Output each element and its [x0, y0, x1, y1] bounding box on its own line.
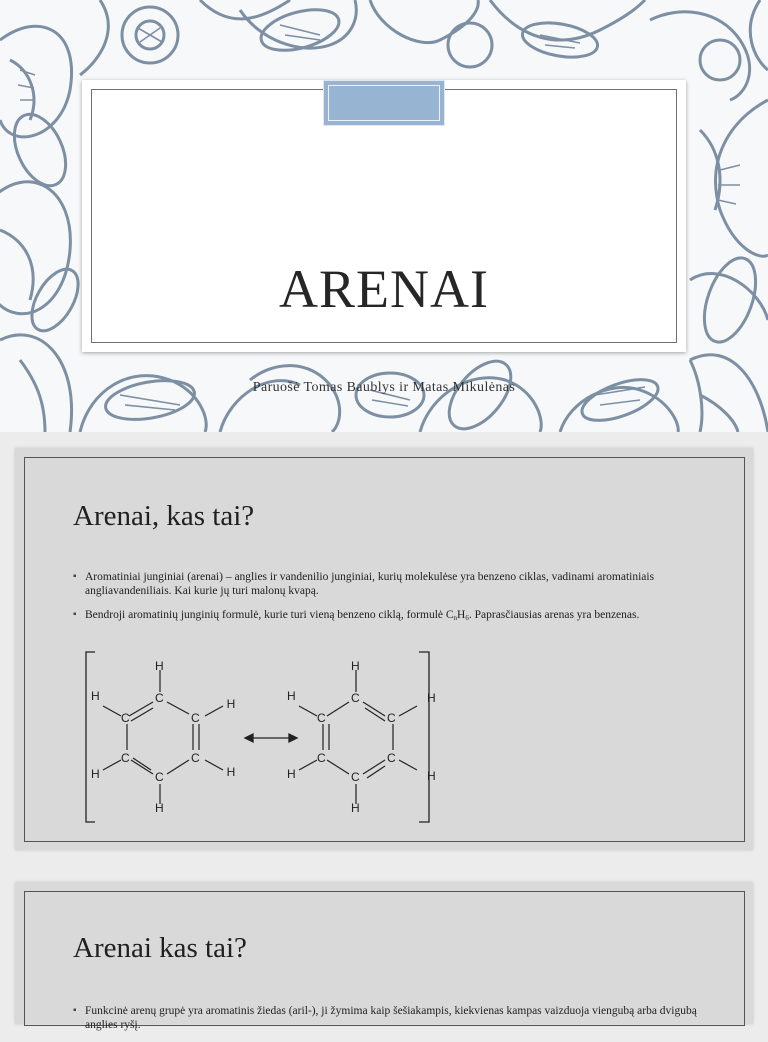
bullet-text-formula — [85, 609, 639, 621]
bullet-list — [73, 1004, 703, 1042]
atom-h: H — [287, 689, 296, 703]
atom-c: C — [155, 691, 164, 705]
atom-h: H — [155, 801, 164, 815]
bullet-text: Funkcinė arenų grupė yra aromatinis žiedas (aril-), ji žymima kaip šešiakampis, kiekvienas kampas vaizduoja viengubą arba dvigubą anglies ryšį. — [85, 1005, 697, 1031]
atom-h: H — [91, 767, 100, 781]
left-bracket-icon — [86, 652, 95, 822]
right-bracket-icon — [419, 652, 429, 822]
atom-c: C — [351, 770, 360, 784]
atom-c: C — [387, 711, 396, 725]
atom-h: H — [427, 691, 436, 705]
content-slide-3 — [15, 882, 753, 1031]
atom-c: C — [155, 770, 164, 784]
atom-c: C — [121, 751, 130, 765]
content-slide-2 — [15, 448, 753, 850]
atom-h: H — [351, 659, 360, 673]
bullet-list — [73, 570, 703, 635]
slide-title: Arenai, kas tai? — [73, 500, 255, 532]
atom-h: H — [351, 801, 360, 815]
bullet-item — [73, 608, 703, 625]
atom-h: H — [226, 697, 236, 711]
formula-text-after: . Paprasčiausias arenas yra benzenas. — [468, 609, 640, 621]
benzene-left-atoms — [91, 659, 235, 815]
atom-c: C — [387, 751, 396, 765]
atom-c: C — [317, 711, 326, 725]
atom-h: H — [155, 659, 164, 673]
formula-subscript-6: 6 — [465, 614, 469, 622]
title-slide — [0, 0, 768, 432]
atom-h: H — [91, 689, 100, 703]
presentation-subtitle: Paruošė Tomas Baublys ir Matas Mikulėnas — [252, 380, 516, 395]
slide-title: Arenai kas tai? — [73, 932, 247, 964]
bullet-icon: ▪ — [73, 609, 77, 620]
bullet-text: Aromatiniai junginiai (arenai) – anglies ir vandenilio junginiai, kurių molekulėse yra benzeno ciklas, vadinami aromatiniais angliavandeniliais. Kai kurie jų turi malonų kvapą. — [85, 571, 655, 597]
title-card — [82, 80, 686, 395]
presentation-title: ARENAI — [279, 259, 489, 319]
bullet-icon: ▪ — [73, 571, 77, 582]
atom-c: C — [121, 711, 130, 725]
benzene-right-atoms — [287, 659, 436, 815]
formula-text-before: Bendroji aromatinių junginių formulė, kurie turi vieną benzeno ciklą, formulė C — [85, 609, 454, 621]
atom-c: C — [191, 751, 200, 765]
formula-subscript-n: n — [453, 614, 458, 622]
atom-h: H — [226, 765, 236, 779]
atom-c: C — [191, 711, 200, 725]
benzene-resonance-structure — [83, 650, 447, 826]
bullet-item — [73, 1004, 703, 1032]
resonance-arrow-icon — [245, 734, 297, 742]
atom-c: C — [351, 691, 360, 705]
title-accent-tab — [323, 80, 445, 126]
atom-h: H — [427, 769, 436, 783]
atom-c: C — [317, 751, 326, 765]
bullet-icon: ▪ — [73, 1005, 77, 1016]
atom-h: H — [287, 767, 296, 781]
formula-hydrogen: H — [457, 609, 466, 621]
bullet-item — [73, 570, 703, 598]
